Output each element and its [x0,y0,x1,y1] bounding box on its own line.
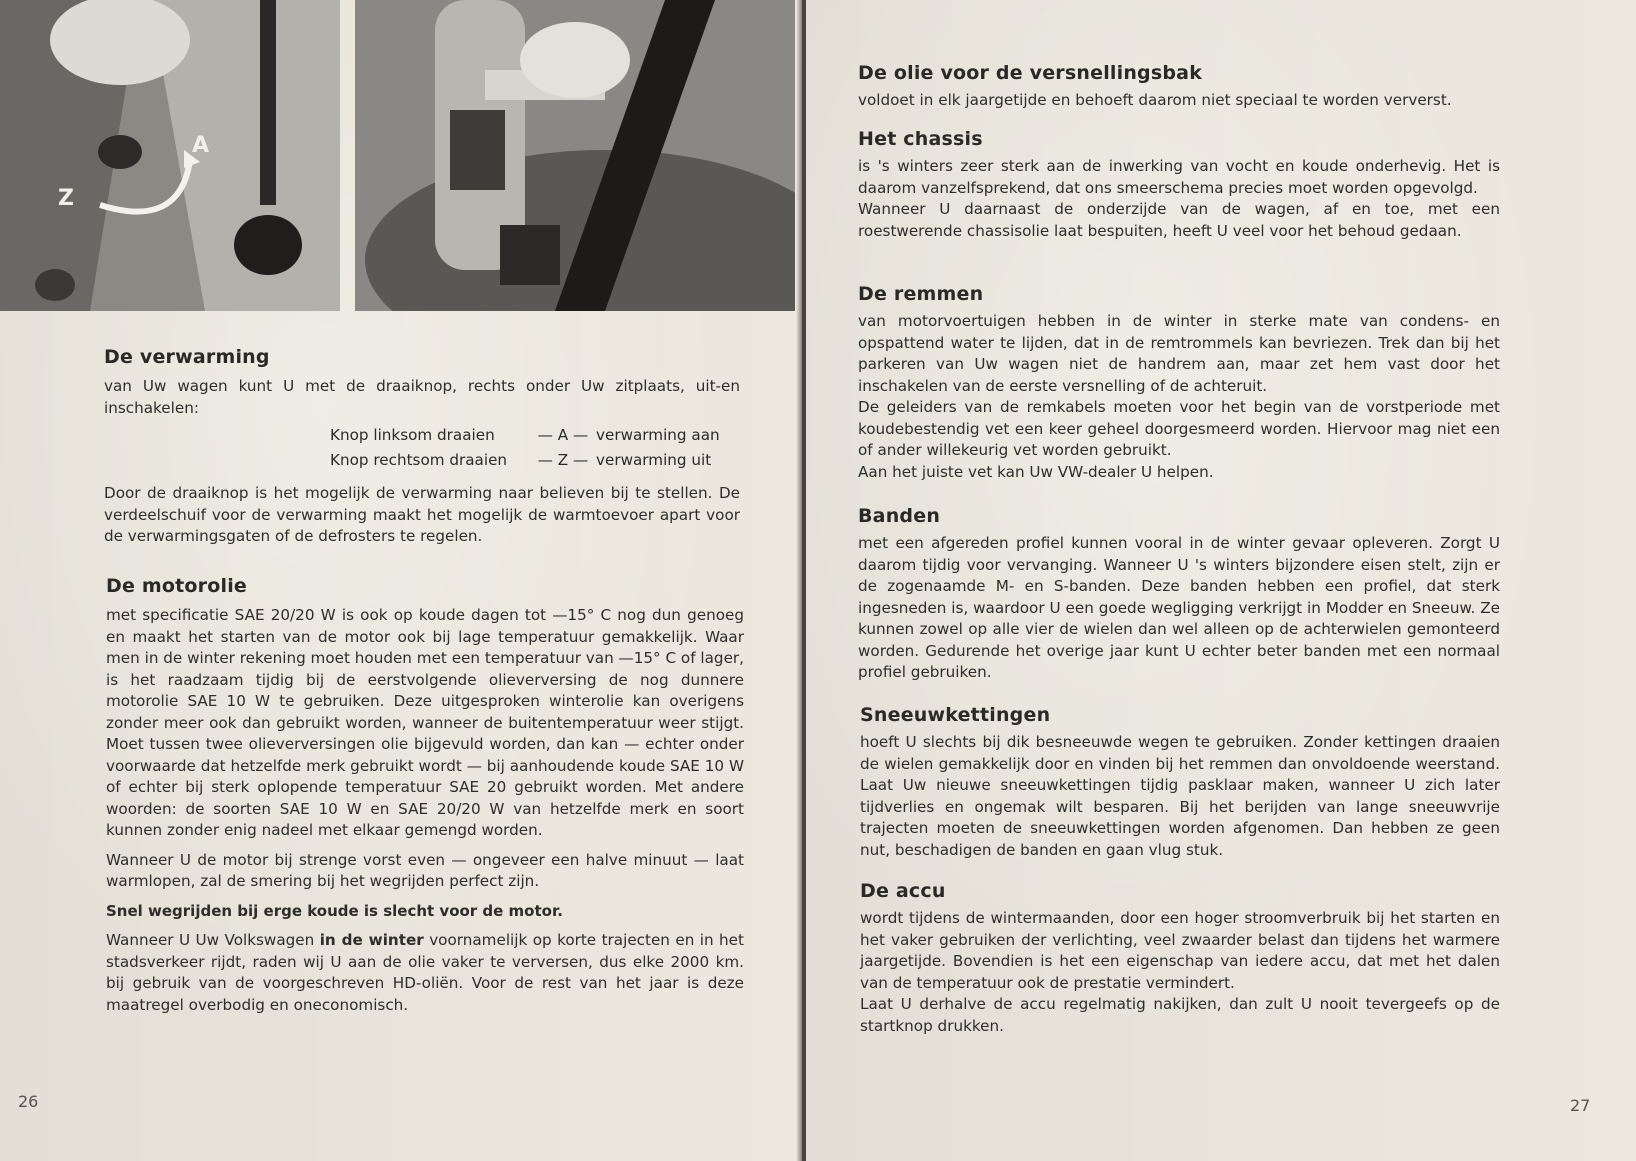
section-chassis [858,128,1500,242]
heading-battery: De accu [860,880,946,902]
heading-motor-oil: De motorolie [106,575,247,597]
brakes-text: van motorvoertuigen hebben in de winter in sterke mate van condens- en opspattend water te lijden, dat in de remtrommels kan bevriezen. Trek dan bij het parkeren van Uw wagen niet de handrem aan, maar zet hem vast door het inschakelen van de eerste versnelling of de achteruit. [858,312,1500,395]
heading-chassis: Het chassis [858,128,983,150]
knob-row-off [330,448,740,473]
knob-code: — Z — [537,451,589,469]
knob-row-on [330,423,740,448]
motor-oil-paragraph-3: Wanneer U Uw Volkswagen in de winter voornamelijk op korte trajecten en in het stadsverkeer rijdt, raden wij U aan de olie vaker te verversen, dus elke 2000 km. bij gebruik van de voorgeschreven HD-oliën. Voor de rest van het jaar is deze maatregel overbodig en oneconomisch. [106,931,744,1014]
motor-oil-paragraph-1: met specificatie SAE 20/20 W is ook op koude dagen tot —15° C nog dun genoeg en maakt het starten van de motor ook bij lage temperatuur gemakkelijk. Waar men in de winter rekening moet houden met een temperatuur van —15° C of lager, is het raadzaam tijdig bij de eerstvolgende olieverversing de nog dunnere motorolie SAE 10 W te gebruiken. Deze uitgesproken winterolie kan overigens zonder meer ook dan gebruikt worden, wanneer de buitentemperatuur weer stijgt. Moet tussen twee olieverversingen olie bijgevuld worden, dan kan — echter onder voorwaarde dat hetzelfde merk gebruikt wordt — bij aanhoudende koude SAE 10 W of echter bij sterk oplopende temperatuur SAE 20 gebruikt worden. Met andere woorden: de soorten SAE 10 W en SAE 20/20 W van hetzelfde merk en soort kunnen zonder enig nadeel met elkaar gemengd worden. [106,606,744,839]
snow-chains-text: hoeft U slechts bij dik besneeuwde wegen te gebruiken. Zonder kettingen draaien de wielen gemakkelijk door en vinden bij het remmen dan onvoldoende weerstand. Laat Uw nieuwe sneeuwkettingen tijdig pasklaar maken, wanneer U zich later tijdverlies en ongemak wilt besparen. Bij het berijden van lange sneeuwvrije trajecten moeten de sneeuwkettingen worden afgenomen. Dan hebben ze geen nut, beschadigen de banden en gaan vlug stuk. [860,733,1500,859]
tyres-text: met een afgereden profiel kunnen vooral in de winter gevaar opleveren. Zorgt U daarom tijdig voor vervanging. Wanneer U 's winters bijzondere eisen stelt, zijn er de zogenaamde M- en S-banden. Deze banden hebben een profiel, dat sterk ingesneden is, waardoor U een goede wegligging verkrijgt in Modder en Sneeuw. Ze kunnen zowel op alle vier de wielen dan wel alleen op de achterwielen gemonteerd worden. Gedurende het overige jaar kunt U echter beter banden met een normaal profiel gebruiken. [858,534,1500,681]
motor-oil-warning: Snel wegrijden bij erge koude is slecht voor de motor. [106,901,563,920]
section-heating [104,346,740,548]
heater-knob-photo [0,0,340,311]
section-tyres [858,505,1500,684]
motor-oil-paragraph-2: Wanneer U de motor bij strenge vorst even — ongeveer een halve minuut — laat warmlopen, zal de smering bij het wegrijden perfect zijn. [106,850,744,890]
left-page [0,0,802,1161]
knob-code: — A — [537,426,589,444]
heading-gearbox-oil: De olie voor de versnellingsbak [858,62,1203,84]
section-brakes [858,283,1500,483]
right-page [806,0,1636,1161]
page-number-right: 27 [1570,1096,1591,1115]
heading-brakes: De remmen [858,283,984,305]
chassis-text: is 's winters zeer sterk aan de inwerking van vocht en koude onderhevig. Het is daarom vanzelfsprekend, dat ons smeerschema precies moet worden opgevolgd. [858,157,1500,197]
photo-label-a: A [192,133,210,158]
heading-tyres: Banden [858,505,941,527]
gearbox-oil-text: voldoet in elk jaargetijde en behoeft daarom niet speciaal te worden ververst. [858,91,1452,109]
chassis-text-2: Wanneer U daarnaast de onderzijde van de wagen, af en toe, met een roestwerende chassisolie laat bespuiten, heeft U veel voor het behoud gedaan. [858,200,1500,240]
knob-action: Knop linksom draaien [330,426,495,444]
battery-text-2: Laat U derhalve de accu regelmatig nakijken, dan zult U nooit tevergeefs op de startknop drukken. [860,995,1500,1035]
brakes-text-2: De geleiders van de remkabels moeten voor het begin van de vorstperiode met koudebestendig vet een keer geheel doorgesmeerd worden. Hiervoor mag niet een of ander willekeurig vet worden gebruikt. [858,398,1500,459]
knob-direction-table [330,423,740,473]
section-gearbox-oil [858,62,1500,112]
photo-label-z: Z [58,186,74,211]
brakes-text-3: Aan het juiste vet kan Uw VW-dealer U helpen. [858,462,1214,481]
knob-action: Knop rechtsom draaien [330,451,508,469]
heating-body: Door de draaiknop is het mogelijk de verwarming naar believen bij te stellen. De verdeelschuif voor de verwarming maakt het mogelijk de warmtoevoer apart voor de verwarmingsgaten of de defrosters te regelen. [104,484,740,545]
heading-snow-chains: Sneeuwkettingen [860,704,1051,726]
page-number-left: 26 [18,1092,39,1111]
section-motor-oil [106,575,744,1016]
heating-intro: van Uw wagen kunt U met de draaiknop, rechts onder Uw zitplaats, uit-en inschakelen: [104,377,740,417]
battery-text: wordt tijdens de wintermaanden, door een hoger stroomverbruik bij het starten en het vaker gebruiken der verlichting, veel zwaarder belast dan tijdens het warmere jaargetijde. Bovendien is het een eigenschap van iedere accu, dat met het dalen van de temperatuur ook de prestatie vermindert. [860,909,1500,992]
section-battery [860,880,1500,1037]
heading-heating: De verwarming [104,346,270,368]
knob-result: verwarming uit [596,451,712,469]
section-snow-chains [860,704,1500,861]
heater-slide-photo [355,0,795,311]
knob-result: verwarming aan [596,426,720,444]
